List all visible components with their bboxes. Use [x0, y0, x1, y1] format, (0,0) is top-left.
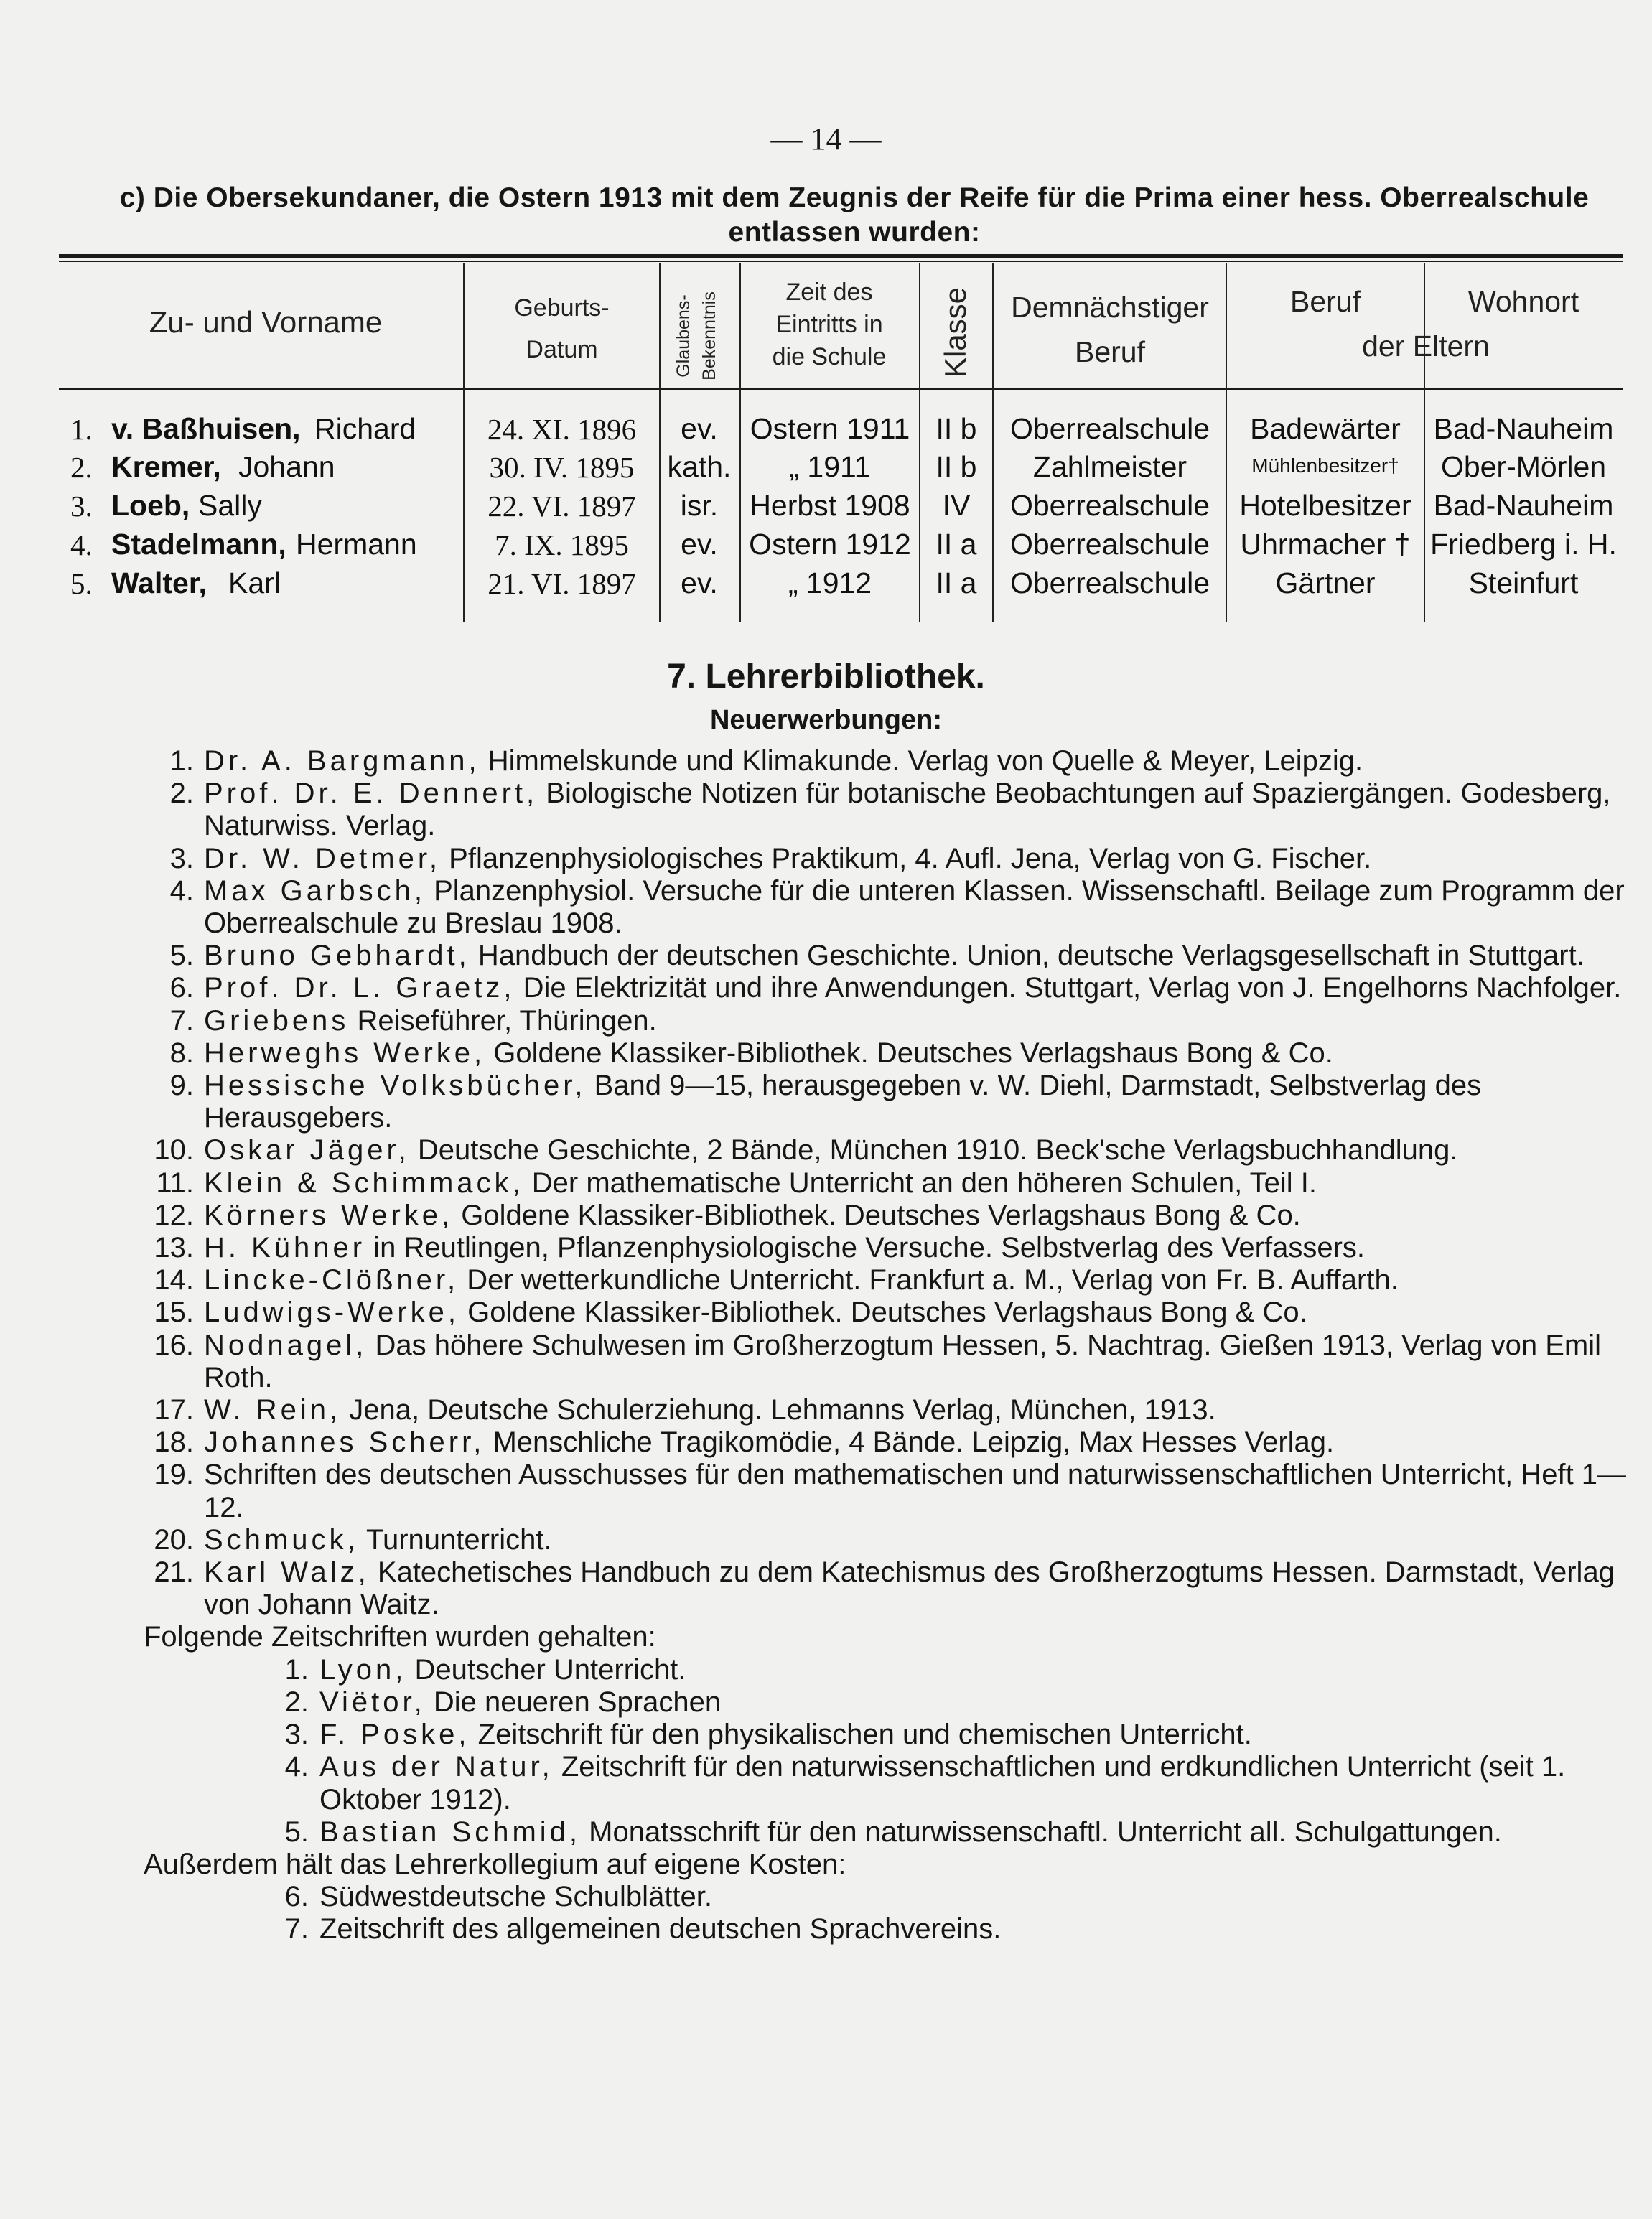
item-author: Prof. Dr. L. Graetz,: [204, 972, 515, 1004]
item-number: 8.: [169, 1037, 194, 1069]
list-item: [144, 1751, 1652, 1816]
header-future: [996, 285, 1224, 374]
item-number: 7.: [169, 1004, 194, 1037]
student-first-name: Sally: [198, 489, 262, 522]
list-item: [144, 1426, 1652, 1459]
entry-date: Herbst 1908: [750, 489, 910, 522]
item-number: 9.: [169, 1070, 194, 1102]
list-item: [144, 745, 1652, 777]
header-parents-job: Beruf: [1290, 285, 1361, 318]
list-item: [144, 1264, 1652, 1297]
private-list: [144, 1881, 1652, 1945]
item-author: Aus der Natur,: [319, 1751, 554, 1783]
item-number: 3.: [169, 842, 194, 874]
book-list: [144, 745, 1652, 1621]
item-text: Planzenphysiol. Versuche für die unteren Klassen. Wissenschaftl. Beilage zum Programm der Oberrealschule zu Breslau 1908.: [204, 874, 1625, 940]
header-parents-home: Wohnort: [1467, 285, 1579, 318]
item-number: 1.: [284, 1653, 309, 1686]
section-title: 7. Lehrerbibliothek.: [667, 658, 985, 696]
header-entry-line-3: die Schule: [772, 343, 887, 370]
parent-profession: Mühlenbesitzer†: [1251, 454, 1399, 477]
table-header-rule: [59, 388, 1623, 390]
section-heading-c: [86, 181, 1623, 250]
item-author: Ludwigs-Werke,: [204, 1297, 460, 1329]
list-item: [144, 1913, 1652, 1945]
column-divider: [992, 263, 994, 622]
item-text: Handbuch der deutschen Geschichte. Union, deutsche Verlagsgesellschaft in Stuttgart.: [477, 940, 1585, 972]
item-author: Schmuck,: [204, 1523, 359, 1556]
list-item: [144, 1719, 1652, 1751]
item-number: 14.: [154, 1264, 194, 1297]
list-item: [144, 1686, 1652, 1719]
entry-date: „ 1911: [789, 450, 871, 483]
item-text: Katechetisches Handbuch zu dem Katechismus des Großherzogtums Hessen. Darmstadt, Verlag von Johann Waitz.: [204, 1556, 1615, 1621]
parent-profession: Gärtner: [1275, 566, 1376, 599]
header-birth-line-1: Geburts-: [514, 294, 610, 322]
item-number: 13.: [154, 1232, 194, 1264]
item-number: 10.: [154, 1134, 194, 1167]
header-entry: [743, 276, 915, 373]
item-author: Dr. W. Detmer,: [204, 842, 442, 874]
parent-residence: Steinfurt: [1468, 566, 1579, 599]
parent-profession: Badewärter: [1250, 412, 1401, 445]
heading-c-line-2: entlassen wurden:: [728, 217, 981, 248]
row-number: 5.: [70, 567, 93, 600]
item-text: Himmelskunde und Klimakunde. Verlag von Quelle & Meyer, Leipzig.: [487, 745, 1363, 777]
item-number: 2.: [284, 1686, 309, 1718]
item-number: 6.: [169, 972, 194, 1004]
header-future-line-2: Beruf: [1075, 335, 1145, 368]
item-number: 4.: [284, 1751, 309, 1783]
header-birth-line-2: Datum: [526, 336, 598, 363]
item-author: Lincke-Clößner,: [204, 1264, 459, 1297]
column-divider: [739, 263, 741, 622]
future-profession: Oberrealschule: [1009, 412, 1210, 445]
journals-intro: Folgende Zeitschriften wurden gehalten:: [144, 1621, 656, 1653]
list-item: [144, 1070, 1652, 1134]
header-class: Klasse: [938, 286, 972, 378]
class: II b: [935, 450, 977, 483]
section-subtitle: Neuerwerbungen:: [709, 705, 943, 735]
parent-residence: Ober-Mörlen: [1440, 450, 1607, 483]
item-author: Körners Werke,: [204, 1199, 454, 1231]
item-text: Die neueren Sprachen: [433, 1686, 722, 1718]
item-text: Zeitschrift des allgemeinen deutschen Sprachvereins.: [319, 1913, 1002, 1945]
column-divider: [463, 263, 465, 622]
list-item: [144, 1232, 1652, 1264]
header-religion-line-1: Glaubens-: [673, 294, 694, 378]
item-text: Jena, Deutsche Schulerziehung. Lehmanns Verlag, München, 1913.: [349, 1394, 1216, 1426]
header-name: Zu- und Vorname: [149, 305, 383, 339]
list-item: [144, 1134, 1652, 1167]
row-number: 2.: [70, 451, 93, 484]
item-text: Deutscher Unterricht.: [414, 1653, 686, 1686]
student-surname: Loeb,: [111, 489, 190, 522]
future-profession: Oberrealschule: [1009, 566, 1210, 599]
list-item: [144, 1330, 1652, 1394]
item-number: 11.: [156, 1167, 194, 1199]
header-future-line-1: Demnächstiger: [1011, 291, 1209, 324]
page-number: — 14 —: [770, 121, 882, 157]
item-number: 16.: [154, 1329, 194, 1361]
item-number: 5.: [284, 1816, 309, 1848]
religion: ev.: [681, 566, 718, 599]
item-author: H. Kühner: [204, 1232, 366, 1264]
item-author: Bruno Gebhardt,: [204, 940, 470, 972]
birth-date: 7. IX. 1895: [495, 528, 629, 561]
student-first-name: Richard: [314, 412, 416, 445]
item-number: 2.: [169, 777, 194, 810]
item-text: in Reutlingen, Pflanzenphysiologische Versuche. Selbstverlag des Verfassers.: [373, 1232, 1366, 1264]
class: IV: [942, 489, 971, 522]
item-author: Klein & Schimmack,: [204, 1167, 524, 1199]
item-number: 18.: [154, 1426, 194, 1459]
bibliography: [144, 745, 1652, 1946]
student-surname: Walter,: [111, 566, 207, 599]
column-divider: [1424, 263, 1425, 622]
list-item: [144, 843, 1652, 875]
item-author: Max Garbsch,: [204, 874, 426, 907]
item-number: 5.: [169, 940, 194, 972]
list-item: [144, 1654, 1652, 1686]
parent-residence: Bad-Nauheim: [1433, 489, 1614, 522]
student-surname: Kremer,: [111, 450, 221, 483]
list-item: [144, 1524, 1652, 1556]
item-text: Die Elektrizität und ihre Anwendungen. Stuttgart, Verlag von J. Engelhorns Nachfolger.: [523, 972, 1622, 1004]
class: II a: [935, 528, 977, 561]
row-number: 1.: [70, 413, 93, 446]
header-religion: [671, 264, 728, 408]
column-divider: [919, 263, 920, 622]
future-profession: Oberrealschule: [1009, 528, 1210, 561]
religion: kath.: [667, 450, 732, 483]
row-number: 3.: [70, 490, 93, 523]
item-number: 21.: [154, 1556, 194, 1589]
list-item: [144, 1200, 1652, 1232]
list-item: [144, 972, 1652, 1004]
item-author: Herweghs Werke,: [204, 1037, 486, 1069]
list-item: [144, 1297, 1652, 1329]
item-number: 15.: [154, 1297, 194, 1329]
student-first-name: Karl: [228, 566, 281, 599]
item-author: Johannes Scherr,: [204, 1426, 485, 1459]
item-author: Hessische Volksbücher,: [204, 1070, 587, 1102]
item-author: W. Rein,: [204, 1394, 342, 1426]
parent-profession: Hotelbesitzer: [1239, 489, 1411, 522]
table-top-rule: [59, 254, 1623, 258]
header-entry-line-2: Eintritts in: [775, 311, 883, 338]
item-text: Der mathematische Unterricht an den höheren Schulen, Teil I.: [531, 1167, 1317, 1199]
item-author: F. Poske,: [319, 1719, 470, 1751]
list-item: [144, 875, 1652, 940]
header-parents-of: der Eltern: [1362, 330, 1490, 363]
item-text: Goldene Klassiker-Bibliothek. Deutsches Verlagshaus Bong & Co.: [467, 1297, 1307, 1329]
religion: ev.: [681, 412, 718, 445]
birth-date: 22. VI. 1897: [487, 490, 636, 523]
item-author: Viëtor,: [319, 1686, 426, 1718]
future-profession: Zahlmeister: [1032, 450, 1187, 483]
future-profession: Oberrealschule: [1009, 489, 1210, 522]
header-entry-line-1: Zeit des: [785, 279, 873, 306]
item-author: Prof. Dr. E. Dennert,: [204, 777, 538, 810]
column-divider: [1226, 263, 1227, 622]
list-item: [144, 1167, 1652, 1200]
list-item: [144, 1005, 1652, 1037]
class: II b: [935, 412, 977, 445]
item-text: Goldene Klassiker-Bibliothek. Deutsches Verlagshaus Bong & Co.: [461, 1199, 1301, 1231]
header-religion-line-2: Bekenntnis: [699, 291, 719, 380]
birth-date: 30. IV. 1895: [489, 451, 635, 484]
item-text: Pflanzenphysiologisches Praktikum, 4. Aufl. Jena, Verlag von G. Fischer.: [449, 842, 1372, 874]
item-author: Lyon,: [319, 1653, 407, 1686]
list-item: [144, 1881, 1652, 1913]
item-number: 6.: [284, 1881, 309, 1913]
student-surname: Stadelmann,: [111, 528, 286, 561]
item-text: Biologische Notizen für botanische Beobachtungen auf Spaziergängen. Godesberg, Naturwiss. Verlag.: [204, 777, 1611, 842]
item-number: 1.: [169, 745, 194, 777]
item-author: Dr. A. Bargmann,: [204, 745, 480, 777]
entry-date: „ 1912: [788, 566, 872, 599]
item-text: Das höhere Schulwesen im Großherzogtum Hessen, 5. Nachtrag. Gießen 1913, Verlag von Emil Roth.: [204, 1329, 1601, 1393]
item-text: Menschliche Tragikomödie, 4 Bände. Leipzig, Max Hesses Verlag.: [493, 1426, 1335, 1459]
class: II a: [935, 566, 977, 599]
list-item: [144, 1556, 1652, 1621]
item-number: 4.: [169, 874, 194, 907]
header-birth: [467, 287, 657, 370]
birth-date: 24. XI. 1896: [487, 413, 637, 446]
list-item: [144, 1037, 1652, 1070]
list-item: [144, 940, 1652, 972]
item-text: Goldene Klassiker-Bibliothek. Deutsches Verlagshaus Bong & Co.: [493, 1037, 1333, 1069]
item-author: Griebens: [204, 1004, 350, 1037]
religion: isr.: [680, 489, 719, 522]
item-text: Schriften des deutschen Ausschusses für den mathematischen und naturwissenschaftlichen Unterricht, Heft 1—12.: [204, 1459, 1627, 1523]
list-item: [144, 1459, 1652, 1523]
item-text: Band 9—15, herausgegeben v. W. Diehl, Darmstadt, Selbstverlag des Herausgebers.: [204, 1070, 1482, 1134]
student-surname: v. Baßhuisen,: [111, 412, 301, 445]
list-item: [144, 777, 1652, 842]
item-text: Der wetterkundliche Unterricht. Frankfurt a. M., Verlag von Fr. B. Auffarth.: [467, 1264, 1399, 1297]
item-author: Bastian Schmid,: [319, 1816, 582, 1848]
item-text: Südwestdeutsche Schulblätter.: [319, 1881, 713, 1913]
item-text: Turnunterricht.: [366, 1523, 552, 1556]
birth-date: 21. VI. 1897: [487, 567, 636, 600]
item-number: 19.: [154, 1459, 194, 1491]
item-text: Zeitschrift für den physikalischen und chemischen Unterricht.: [477, 1719, 1252, 1751]
religion: ev.: [681, 528, 718, 561]
student-first-name: Hermann: [296, 528, 417, 561]
row-number: 4.: [70, 528, 93, 561]
item-number: 17.: [154, 1394, 194, 1426]
item-number: 12.: [154, 1199, 194, 1231]
item-number: 20.: [154, 1523, 194, 1556]
item-author: Karl Walz,: [204, 1556, 370, 1589]
item-author: Oskar Jäger,: [204, 1134, 410, 1167]
entry-date: Ostern 1912: [749, 528, 911, 561]
item-text: Deutsche Geschichte, 2 Bände, München 1910. Beck'sche Verlagsbuchhandlung.: [417, 1134, 1458, 1167]
item-text: Zeitschrift für den naturwissenschaftlichen und erdkundlichen Unterricht (seit 1. Oktober 1912).: [319, 1751, 1566, 1816]
parent-residence: Bad-Nauheim: [1433, 412, 1614, 445]
list-item: [144, 1394, 1652, 1426]
list-item: [144, 1816, 1652, 1849]
item-number: 3.: [284, 1719, 309, 1751]
student-first-name: Johann: [238, 450, 335, 483]
journal-list: [144, 1654, 1652, 1849]
entry-date: Ostern 1911: [750, 412, 910, 445]
item-text: Monatsschrift für den naturwissenschaftl. Unterricht all. Schulgattungen.: [589, 1816, 1502, 1848]
item-author: Nodnagel,: [204, 1329, 368, 1361]
parent-residence: Friedberg i. H.: [1430, 528, 1617, 561]
parent-profession: Uhrmacher †: [1240, 528, 1411, 561]
table-top-rule-thin: [59, 261, 1623, 262]
item-text: Reiseführer, Thüringen.: [357, 1004, 657, 1037]
private-intro: Außerdem hält das Lehrerkollegium auf eigene Kosten:: [144, 1848, 846, 1880]
heading-c-line-1: c) Die Obersekundaner, die Ostern 1913 mit dem Zeugnis der Reife für die Prima einer hess. Oberrealschule: [119, 182, 1590, 213]
item-number: 7.: [284, 1913, 309, 1945]
